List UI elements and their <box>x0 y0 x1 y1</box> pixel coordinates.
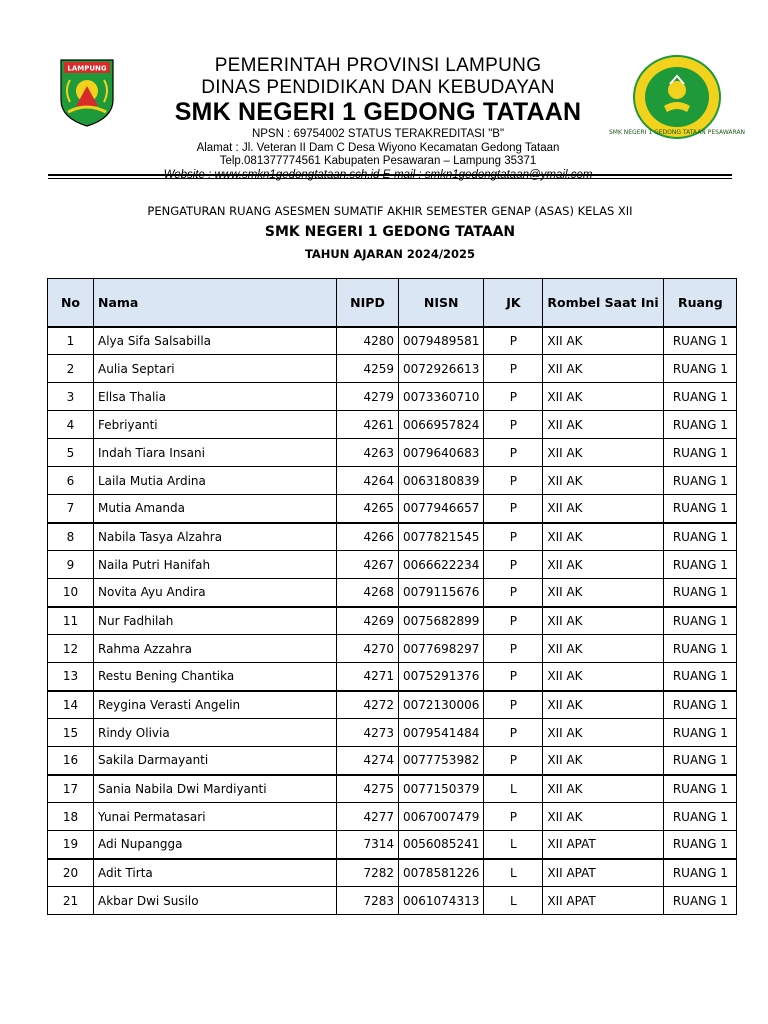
table-row <box>48 635 737 663</box>
cell-ruang: RUANG 1 <box>664 467 737 495</box>
cell-nisn: 0066957824 <box>399 411 484 439</box>
cell-nipd: 4261 <box>337 411 399 439</box>
cell-jk: P <box>484 635 543 663</box>
cell-rombel: XII AK <box>543 803 664 831</box>
cell-nisn: 0066622234 <box>399 551 484 579</box>
cell-nisn: 0077946657 <box>399 495 484 523</box>
cell-nisn: 0079489581 <box>399 327 484 355</box>
cell-nama: Novita Ayu Andira <box>94 579 337 607</box>
cell-ruang: RUANG 1 <box>664 439 737 467</box>
cell-rombel: XII APAT <box>543 887 664 915</box>
cell-rombel: XII AK <box>543 607 664 635</box>
cell-rombel: XII AK <box>543 523 664 551</box>
website-line: Website : www.smkn1gedongtataan.sch.id E-mail : smkn1gedongtataan@ymail.com <box>163 168 593 181</box>
cell-nipd: 4269 <box>337 607 399 635</box>
cell-no: 11 <box>48 607 94 635</box>
cell-nipd: 4264 <box>337 467 399 495</box>
cell-jk: P <box>484 383 543 411</box>
cell-ruang: RUANG 1 <box>664 607 737 635</box>
cell-nisn: 0075291376 <box>399 663 484 691</box>
cell-jk: P <box>484 747 543 775</box>
cell-jk: P <box>484 579 543 607</box>
lampung-logo-label: LAMPUNG <box>67 64 107 73</box>
title-line-3: TAHUN AJARAN 2024/2025 <box>304 247 476 261</box>
cell-nipd: 4280 <box>337 327 399 355</box>
room-assignment-table <box>47 278 737 915</box>
address-line: Alamat : Jl. Veteran II Dam C Desa Wiyono Kecamatan Gedong Tataan <box>196 141 560 154</box>
cell-no: 13 <box>48 663 94 691</box>
cell-rombel: XII AK <box>543 551 664 579</box>
cell-ruang: RUANG 1 <box>664 579 737 607</box>
cell-ruang: RUANG 1 <box>664 719 737 747</box>
cell-rombel: XII AK <box>543 355 664 383</box>
cell-ruang: RUANG 1 <box>664 383 737 411</box>
cell-ruang: RUANG 1 <box>664 551 737 579</box>
cell-nipd: 4265 <box>337 495 399 523</box>
header-jk: JK <box>484 279 543 327</box>
title-line-2: SMK NEGERI 1 GEDONG TATAAN <box>264 224 516 240</box>
cell-no: 10 <box>48 579 94 607</box>
cell-nisn: 0061074313 <box>399 887 484 915</box>
lampung-province-logo <box>58 56 116 128</box>
table-row <box>48 663 737 691</box>
table-row <box>48 467 737 495</box>
cell-nama: Adit Tirta <box>94 859 337 887</box>
cell-rombel: XII AK <box>543 719 664 747</box>
cell-rombel: XII AK <box>543 495 664 523</box>
cell-nipd: 4277 <box>337 803 399 831</box>
cell-jk: L <box>484 887 543 915</box>
cell-jk: P <box>484 663 543 691</box>
cell-nama: Mutia Amanda <box>94 495 337 523</box>
cell-no: 12 <box>48 635 94 663</box>
cell-jk: L <box>484 859 543 887</box>
letterhead-text <box>128 54 628 181</box>
cell-nama: Naila Putri Hanifah <box>94 551 337 579</box>
cell-ruang: RUANG 1 <box>664 859 737 887</box>
cell-nama: Restu Bening Chantika <box>94 663 337 691</box>
cell-nama: Laila Mutia Ardina <box>94 467 337 495</box>
cell-no: 19 <box>48 831 94 859</box>
cell-nama: Sakila Darmayanti <box>94 747 337 775</box>
cell-rombel: XII AK <box>543 663 664 691</box>
cell-no: 2 <box>48 355 94 383</box>
header-no: No <box>48 279 94 327</box>
header-ruang: Ruang <box>664 279 737 327</box>
cell-nipd: 4267 <box>337 551 399 579</box>
table-row <box>48 327 737 355</box>
cell-jk: P <box>484 803 543 831</box>
cell-jk: P <box>484 719 543 747</box>
cell-jk: P <box>484 355 543 383</box>
table-row <box>48 691 737 719</box>
table-row <box>48 383 737 411</box>
cell-nipd: 4271 <box>337 663 399 691</box>
cell-ruang: RUANG 1 <box>664 747 737 775</box>
cell-ruang: RUANG 1 <box>664 411 737 439</box>
cell-nisn: 0078581226 <box>399 859 484 887</box>
cell-no: 5 <box>48 439 94 467</box>
table-row <box>48 775 737 803</box>
cell-no: 21 <box>48 887 94 915</box>
header-nisn: NISN <box>399 279 484 327</box>
department-line: DINAS PENDIDIKAN DAN KEBUDAYAN <box>201 77 555 98</box>
cell-rombel: XII AK <box>543 411 664 439</box>
cell-jk: P <box>484 691 543 719</box>
table-row <box>48 523 737 551</box>
cell-nama: Aulia Septari <box>94 355 337 383</box>
cell-nama: Febriyanti <box>94 411 337 439</box>
table-body <box>48 327 737 915</box>
cell-nama: Sania Nabila Dwi Mardiyanti <box>94 775 337 803</box>
cell-nisn: 0077150379 <box>399 775 484 803</box>
cell-no: 18 <box>48 803 94 831</box>
cell-jk: P <box>484 467 543 495</box>
phone-line: Telp.081377774561 Kabupaten Pesawaran – Lampung 35371 <box>219 155 537 167</box>
cell-nipd: 4272 <box>337 691 399 719</box>
npsn-line: NPSN : 69754002 STATUS TERAKREDITASI "B" <box>251 128 505 140</box>
government-line: PEMERINTAH PROVINSI LAMPUNG <box>214 55 542 76</box>
cell-rombel: XII AK <box>543 747 664 775</box>
cell-rombel: XII AK <box>543 635 664 663</box>
cell-nisn: 0073360710 <box>399 383 484 411</box>
cell-nama: Rahma Azzahra <box>94 635 337 663</box>
cell-ruang: RUANG 1 <box>664 355 737 383</box>
cell-rombel: XII AK <box>543 467 664 495</box>
table-row <box>48 355 737 383</box>
cell-nipd: 4266 <box>337 523 399 551</box>
cell-nipd: 4275 <box>337 775 399 803</box>
cell-ruang: RUANG 1 <box>664 495 737 523</box>
letterhead-rule-thick <box>48 174 732 176</box>
cell-nama: Yunai Permatasari <box>94 803 337 831</box>
cell-ruang: RUANG 1 <box>664 831 737 859</box>
cell-nisn: 0079541484 <box>399 719 484 747</box>
cell-no: 20 <box>48 859 94 887</box>
cell-nama: Ellsa Thalia <box>94 383 337 411</box>
cell-nama: Rindy Olivia <box>94 719 337 747</box>
cell-rombel: XII AK <box>543 327 664 355</box>
table-row <box>48 747 737 775</box>
cell-no: 4 <box>48 411 94 439</box>
header-rombel: Rombel Saat Ini <box>543 279 664 327</box>
cell-jk: P <box>484 439 543 467</box>
cell-nipd: 4263 <box>337 439 399 467</box>
cell-rombel: XII AK <box>543 775 664 803</box>
cell-nipd: 4268 <box>337 579 399 607</box>
cell-nisn: 0063180839 <box>399 467 484 495</box>
cell-no: 16 <box>48 747 94 775</box>
table-row <box>48 803 737 831</box>
cell-jk: P <box>484 411 543 439</box>
cell-nipd: 4270 <box>337 635 399 663</box>
table-row <box>48 719 737 747</box>
cell-nipd: 7283 <box>337 887 399 915</box>
cell-nama: Reygina Verasti Angelin <box>94 691 337 719</box>
cell-no: 6 <box>48 467 94 495</box>
title-line-1: PENGATURAN RUANG ASESMEN SUMATIF AKHIR SEMESTER GENAP (ASAS) KELAS XII <box>147 204 633 218</box>
cell-nipd: 4259 <box>337 355 399 383</box>
cell-no: 7 <box>48 495 94 523</box>
table-header-row <box>48 279 737 327</box>
cell-no: 3 <box>48 383 94 411</box>
school-logo <box>608 54 746 140</box>
cell-ruang: RUANG 1 <box>664 635 737 663</box>
cell-nama: Nur Fadhilah <box>94 607 337 635</box>
cell-nisn: 0075682899 <box>399 607 484 635</box>
cell-nisn: 0056085241 <box>399 831 484 859</box>
table-row <box>48 551 737 579</box>
school-name: SMK NEGERI 1 GEDONG TATAAN <box>174 98 582 126</box>
cell-rombel: XII AK <box>543 439 664 467</box>
cell-jk: P <box>484 495 543 523</box>
table-row <box>48 831 737 859</box>
cell-nipd: 4273 <box>337 719 399 747</box>
cell-jk: P <box>484 607 543 635</box>
cell-nisn: 0077821545 <box>399 523 484 551</box>
cell-nipd: 4274 <box>337 747 399 775</box>
cell-nisn: 0079640683 <box>399 439 484 467</box>
cell-nisn: 0072926613 <box>399 355 484 383</box>
table-row <box>48 887 737 915</box>
cell-nisn: 0067007479 <box>399 803 484 831</box>
cell-ruang: RUANG 1 <box>664 327 737 355</box>
cell-nisn: 0079115676 <box>399 579 484 607</box>
cell-rombel: XII APAT <box>543 859 664 887</box>
header-nama: Nama <box>94 279 337 327</box>
cell-jk: P <box>484 327 543 355</box>
header-nipd: NIPD <box>337 279 399 327</box>
cell-ruang: RUANG 1 <box>664 803 737 831</box>
cell-ruang: RUANG 1 <box>664 663 737 691</box>
cell-no: 15 <box>48 719 94 747</box>
cell-no: 9 <box>48 551 94 579</box>
cell-nama: Akbar Dwi Susilo <box>94 887 337 915</box>
cell-no: 14 <box>48 691 94 719</box>
table-row <box>48 439 737 467</box>
table-row <box>48 579 737 607</box>
cell-nipd: 7282 <box>337 859 399 887</box>
school-logo-label: SMK NEGERI 1 GEDONG TATAAN PESAWARAN <box>608 129 746 136</box>
cell-ruang: RUANG 1 <box>664 887 737 915</box>
cell-nama: Nabila Tasya Alzahra <box>94 523 337 551</box>
letterhead-rule-thin <box>48 178 732 179</box>
cell-nama: Adi Nupangga <box>94 831 337 859</box>
cell-jk: P <box>484 551 543 579</box>
cell-nipd: 4279 <box>337 383 399 411</box>
document-title <box>48 204 732 261</box>
cell-rombel: XII AK <box>543 383 664 411</box>
cell-rombel: XII AK <box>543 579 664 607</box>
table-row <box>48 495 737 523</box>
cell-no: 8 <box>48 523 94 551</box>
table-row <box>48 859 737 887</box>
cell-nama: Alya Sifa Salsabilla <box>94 327 337 355</box>
cell-nisn: 0077698297 <box>399 635 484 663</box>
cell-rombel: XII APAT <box>543 831 664 859</box>
cell-jk: L <box>484 775 543 803</box>
cell-no: 1 <box>48 327 94 355</box>
cell-ruang: RUANG 1 <box>664 523 737 551</box>
cell-nama: Indah Tiara Insani <box>94 439 337 467</box>
cell-nisn: 0077753982 <box>399 747 484 775</box>
table-row <box>48 411 737 439</box>
cell-no: 17 <box>48 775 94 803</box>
cell-ruang: RUANG 1 <box>664 691 737 719</box>
cell-nipd: 7314 <box>337 831 399 859</box>
table-row <box>48 607 737 635</box>
cell-rombel: XII AK <box>543 691 664 719</box>
cell-nisn: 0072130006 <box>399 691 484 719</box>
letterhead <box>48 48 746 181</box>
cell-jk: L <box>484 831 543 859</box>
cell-jk: P <box>484 523 543 551</box>
cell-ruang: RUANG 1 <box>664 775 737 803</box>
